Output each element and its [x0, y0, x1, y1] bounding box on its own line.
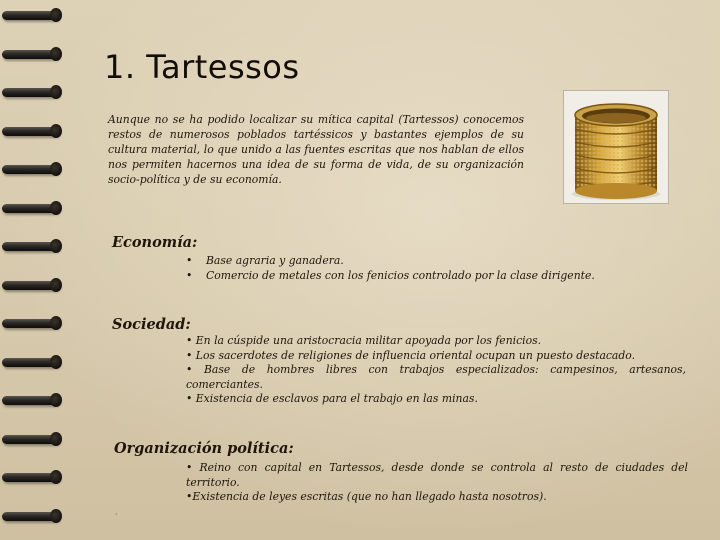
binding-ring [2, 122, 66, 140]
list-item: • Base de hombres libres con trabajos especializados: campesinos, artesanos, comerciantes. [186, 363, 686, 391]
organizacion-list [186, 461, 688, 505]
list-item: • Los sacerdotes de religiones de influencia oriental ocupan un puesto destacado. [186, 348, 636, 362]
binding-ring [2, 237, 66, 255]
binding-ring [2, 314, 66, 332]
sociedad-heading: Sociedad: [112, 316, 191, 333]
list-item: • En la cúspide una aristocracia militar apoyada por los fenicios. [186, 334, 542, 347]
list-item: • Existencia de esclavos para el trabajo en las minas. [186, 392, 478, 405]
bullet-icon: • [186, 254, 193, 267]
bullet-icon: • [186, 268, 193, 282]
binding-ring [2, 391, 66, 409]
binding-ring [2, 199, 66, 217]
economia-list [186, 254, 646, 283]
list-item: • Base agraria y ganadera. [186, 254, 344, 267]
economia-heading: Economía: [112, 234, 198, 251]
binding-ring [2, 353, 66, 371]
organizacion-heading: Organización política: [114, 440, 294, 457]
sociedad-list [186, 334, 686, 407]
bracelet-illustration [564, 91, 668, 203]
list-item: •Existencia de leyes escritas (que no han llegado hasta nosotros). [186, 490, 547, 503]
binding-ring [2, 6, 66, 24]
binding-ring [2, 83, 66, 101]
intro-paragraph: Aunque no se ha podido localizar su mítica capital (Tartessos) conocemos restos de numerosos poblados tartéssicos y bastantes ejemplos de su cultura material, lo que unido a las fuentes escritas que nos hablan de ellos nos permiten hacernos una idea de su forma de vida, de su organización socio-política y de su economía. [108, 113, 524, 186]
binding-ring [2, 276, 66, 294]
binding-ring [2, 160, 66, 178]
page-title: 1. Tartessos [104, 48, 300, 86]
corner-dot: · [115, 510, 118, 519]
binding-ring [2, 45, 66, 63]
binding-ring [2, 468, 66, 486]
list-item: • Reino con capital en Tartessos, desde donde se controla al resto de ciudades del territorio. [186, 461, 688, 489]
binding-ring [2, 507, 66, 525]
gold-bracelet-photo [563, 90, 669, 204]
binding-ring [2, 430, 66, 448]
spiral-binding [0, 0, 72, 540]
list-item: • Comercio de metales con los fenicios controlado por la clase dirigente. [186, 268, 595, 282]
